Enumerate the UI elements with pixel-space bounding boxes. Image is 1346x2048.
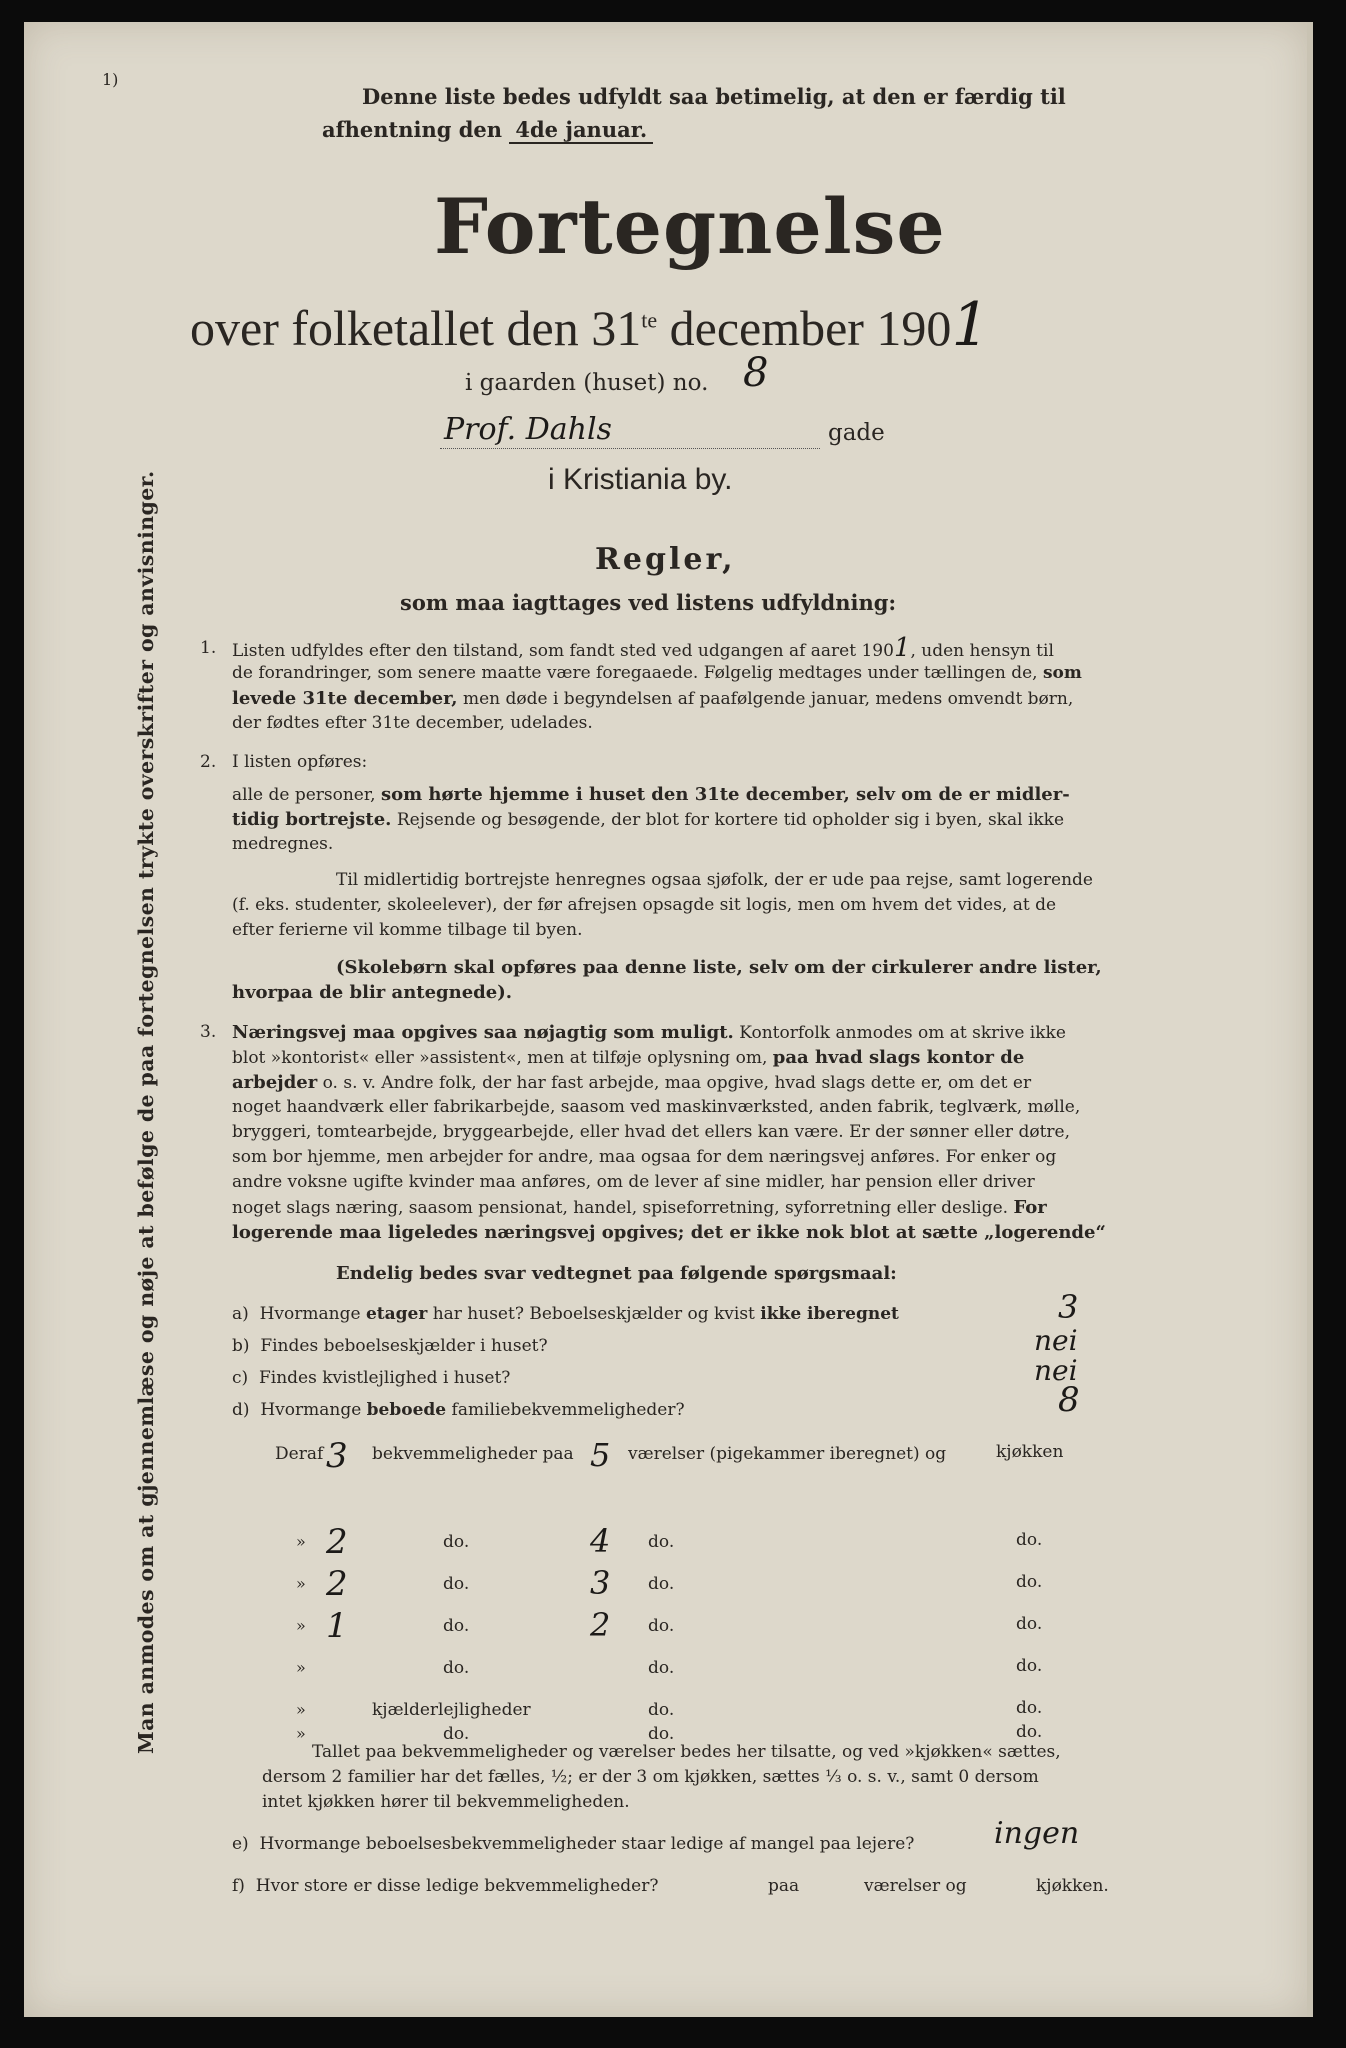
ditto-mark: » <box>296 1616 306 1635</box>
row-do: do. <box>443 1574 470 1594</box>
ditto-mark: » <box>296 1658 306 1677</box>
ditto-mark: » <box>296 1700 306 1719</box>
questions-heading: Endelig bedes svar vedtegnet paa følgende spørgsmaal: <box>336 1263 897 1284</box>
row-count: 2 <box>326 1564 348 1604</box>
row-rooms: 2 <box>590 1606 611 1644</box>
row-do: do. <box>443 1532 470 1552</box>
row-rooms: 5 <box>590 1436 611 1474</box>
answer-a: 3 <box>1058 1288 1079 1326</box>
table-kjokken-header: kjøkken <box>996 1442 1064 1462</box>
row-count: 1 <box>326 1606 348 1646</box>
house-label: i gaarden (huset) no. <box>465 370 709 396</box>
row-rooms: 3 <box>590 1564 611 1602</box>
note-line-2: dersom 2 familier har det fælles, ½; er der 3 om kjøkken, sættes ⅓ o. s. v., samt 0 dersom <box>262 1767 1039 1787</box>
rule-2-line-1: alle de personer, som hørte hjemme i huset den 31te december, selv om de er midler- <box>232 784 1070 805</box>
question-f-vaerelser: værelser og <box>864 1876 967 1896</box>
rule-3-line-7: andre voksne ugifte kvinder maa anføres, om de lever af sine midler, har pension eller driver <box>232 1172 1035 1192</box>
ditto-mark: » <box>296 1724 306 1743</box>
row-count: 3 <box>326 1436 348 1476</box>
rule-3-line-6: som bor hjemme, men arbejder for andre, maa ogsaa for dem næringsvej anføres. For enker og <box>232 1147 1057 1167</box>
question-a: a) Hvormange etager har huset? Beboelseskjælder og kvist ikke iberegnet <box>232 1304 899 1324</box>
rule-3-line-1: Næringsvej maa opgives saa nøjagtig som muligt. Kontorfolk anmodes om at skrive ikke <box>232 1022 1066 1043</box>
rule-3-number: 3. <box>200 1022 217 1042</box>
answer-b: nei <box>1034 1324 1078 1357</box>
row-rooms-do: do. <box>648 1532 675 1552</box>
table-vaerelser-header: værelser (pigekammer iberegnet) og <box>628 1444 947 1464</box>
rule-2-para3-line-1: (Skolebørn skal opføres paa denne liste, selv om der cirkulerer andre lister, <box>336 957 1102 978</box>
rules-heading: Regler, <box>595 542 736 577</box>
city-line: i Kristiania by. <box>548 463 733 496</box>
rule-2-para2-line-3: efter ferierne vil komme tilbage til byen. <box>232 920 583 940</box>
kjaelder-label: kjælderlejligheder <box>372 1700 531 1720</box>
rule-3-line-2: blot »kontorist« eller »assistent«, men at tilføje oplysning om, paa hvad slags kontor de <box>232 1047 1025 1068</box>
note-line-1: Tallet paa bekvemmeligheder og værelser bedes her tilsatte, og ved »kjøkken« sættes, <box>312 1742 1061 1762</box>
row-rooms-do: do. <box>648 1574 675 1594</box>
answer-c: nei <box>1034 1354 1078 1387</box>
pickup-date: 4de januar. <box>509 117 653 144</box>
rule-3-line-4: noget haandværk eller fabrikarbejde, saasom ved maskinværksted, anden fabrik, teglværk, mølle, <box>232 1097 1081 1117</box>
rule-2-number: 2. <box>200 752 217 772</box>
page-title: Fortegnelse <box>434 182 946 271</box>
corner-mark: 1) <box>102 70 119 89</box>
street-line <box>440 448 820 449</box>
rule-1-line-3: levede 31te december, men døde i begyndelsen af paafølgende januar, medens omvendt børn, <box>232 688 1074 709</box>
rule-3-line-9: logerende maa ligeledes næringsvej opgives; det er ikke nok blot at sætte „logerende“ <box>232 1222 1106 1243</box>
row-rooms-do: do. <box>648 1700 675 1720</box>
row-do: do. <box>443 1616 470 1636</box>
rule-1-line-1: Listen udfyldes efter den tilstand, som fandt sted ved udgangen af aaret 1901, uden hensyn til <box>232 633 1054 663</box>
page-subtitle: over folketallet den $31^{te}$ december 1901 <box>190 290 990 360</box>
rule-1-number: 1. <box>200 638 217 658</box>
row-kjokken-do: do. <box>1016 1656 1043 1676</box>
rule-1-line-4: der fødtes efter 31te december, udelades. <box>232 713 593 733</box>
row-rooms-do: do. <box>648 1658 675 1678</box>
street-suffix: gade <box>828 420 885 446</box>
row-rooms-do: do. <box>648 1724 675 1744</box>
rule-2-line-2: tidig bortrejste. Rejsende og besøgende, der blot for kortere tid opholder sig i byen, skal ikke <box>232 809 1065 830</box>
year-handwritten: 1 <box>951 290 990 360</box>
row-rooms: 4 <box>590 1522 611 1560</box>
notice-line-2: afhentning den 4de januar. <box>322 117 653 142</box>
side-instruction: Man anmodes om at gjennemlæse og nøje at befølge de paa fortegnelsen trykte overskrifter og anvisninger. <box>134 470 158 1754</box>
row-kjokken-do: do. <box>1016 1530 1043 1550</box>
rule-2-line-3: medregnes. <box>232 834 334 854</box>
row-do: do. <box>443 1724 470 1744</box>
question-f-paa: paa <box>768 1876 800 1896</box>
answer-e: ingen <box>994 1816 1080 1851</box>
row-kjokken-do: do. <box>1016 1614 1043 1634</box>
rule-3-line-3: arbejder o. s. v. Andre folk, der har fast arbejde, maa opgive, hvad slags dette er, om det er <box>232 1072 1032 1093</box>
answer-d: 8 <box>1058 1380 1080 1420</box>
question-d: d) Hvormange beboede familiebekvemmeligheder? <box>232 1400 685 1420</box>
street-handwritten: Prof. Dahls <box>444 412 612 447</box>
ditto-mark: » <box>296 1574 306 1593</box>
rules-subheading: som maa iagttages ved listens udfyldning: <box>400 590 897 615</box>
rule-1-line-2: de forandringer, som senere maatte være foregaaede. Følgelig medtages under tællingen de, som <box>232 663 1082 683</box>
question-e: e) Hvormange beboelsesbekvemmeligheder staar ledige af mangel paa lejere? <box>232 1834 915 1854</box>
question-c: c) Findes kvistlejlighed i huset? <box>232 1368 511 1388</box>
rule-2-intro: I listen opføres: <box>232 752 368 772</box>
rule-2-para3-line-2: hvorpaa de blir antegnede). <box>232 982 512 1003</box>
row-rooms-do: do. <box>648 1616 675 1636</box>
rule-2-para2-line-1: Til midlertidig bortrejste henregnes ogsaa sjøfolk, der er ude paa rejse, samt logerende <box>336 870 1093 890</box>
table-deraf: Deraf <box>275 1444 324 1464</box>
row-kjokken-do: do. <box>1016 1698 1043 1718</box>
rule-2-para2-line-2: (f. eks. studenter, skoleelever), der før afrejsen opsagde sit logis, men om hvem det vides, at de <box>232 895 1057 915</box>
row-kjokken-do: do. <box>1016 1722 1043 1742</box>
question-f: f) Hvor store er disse ledige bekvemmeligheder? <box>232 1876 659 1896</box>
table-bekv-header: bekvemmeligheder paa <box>372 1444 574 1464</box>
paper-edge <box>1307 22 1313 2017</box>
house-number: 8 <box>743 350 769 396</box>
row-kjokken-do: do. <box>1016 1572 1043 1592</box>
question-f-kjokken: kjøkken. <box>1036 1876 1109 1896</box>
row-count: 2 <box>326 1522 348 1562</box>
rule-3-line-8: noget slags næring, saasom pensionat, handel, spiseforretning, syforretning eller deslige. For <box>232 1197 1047 1218</box>
ditto-mark: » <box>296 1532 306 1551</box>
row-do: do. <box>443 1658 470 1678</box>
question-b: b) Findes beboelseskjælder i huset? <box>232 1336 548 1356</box>
note-line-3: intet kjøkken hører til bekvemmeligheden. <box>262 1792 630 1812</box>
notice-line-1: Denne liste bedes udfyldt saa betimelig, at den er færdig til <box>362 84 1066 109</box>
rule-3-line-5: bryggeri, tomtearbejde, bryggearbejde, eller hvad det ellers kan være. Er der sønner eller døtre, <box>232 1122 1070 1142</box>
